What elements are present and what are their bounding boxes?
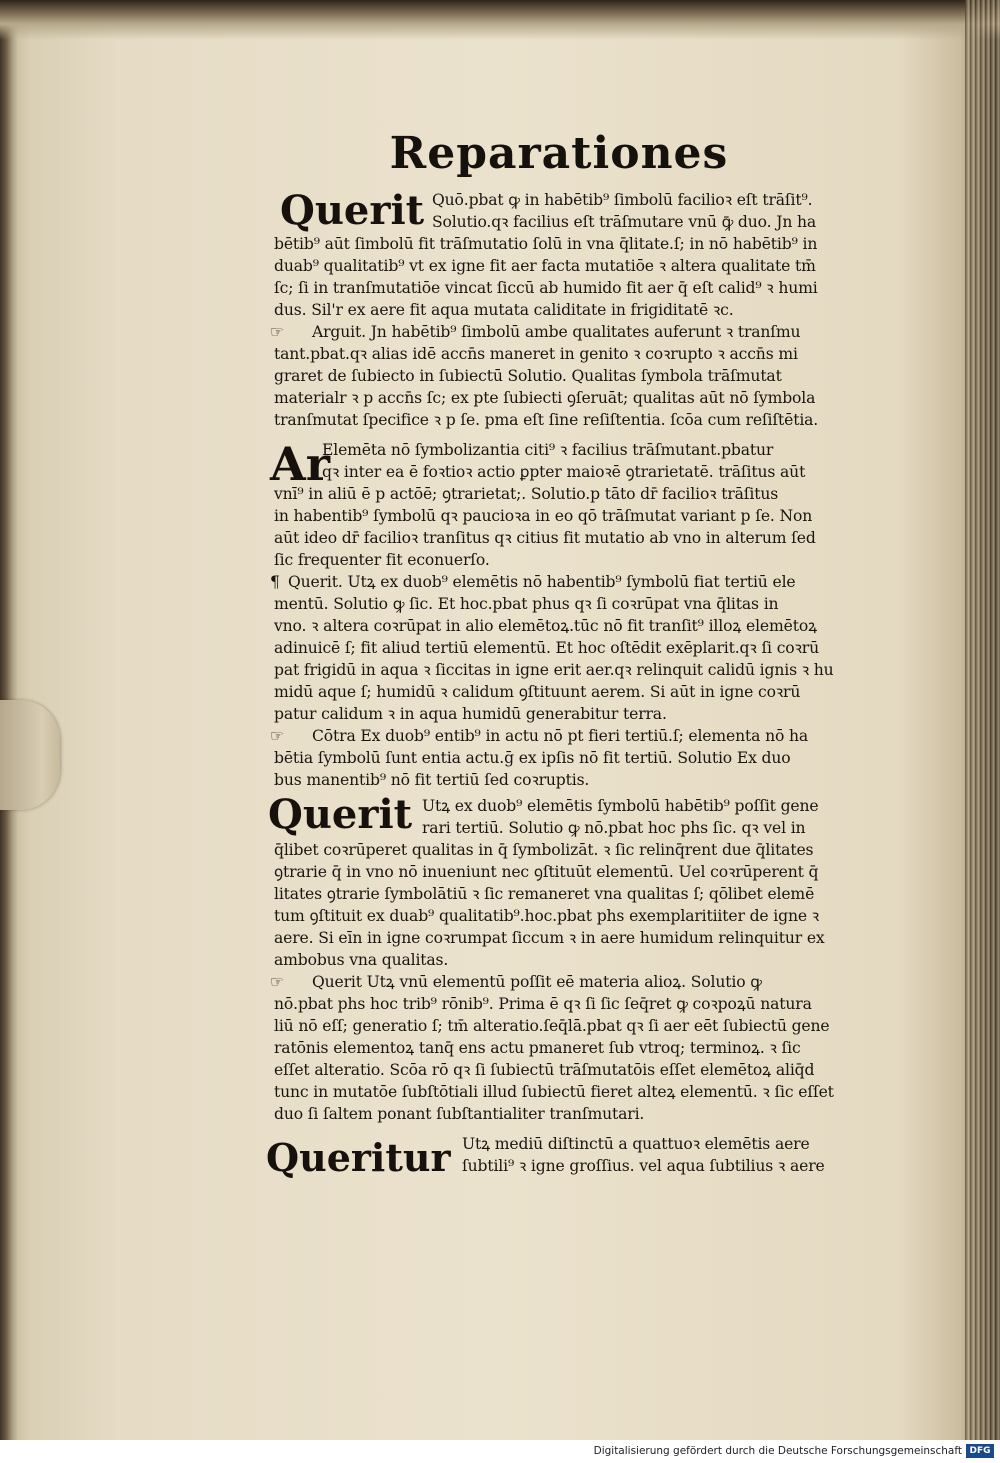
pointing-hand-icon: ☞	[270, 973, 284, 991]
text-line: graret de ſubiecto in ſubiectū Solutio. Qualitas ſymbola trāſmutat	[274, 367, 782, 385]
page-clip-fold	[0, 700, 60, 810]
text-line: Querit Utꝝ vnū elementū poſſit eē materia alioꝝ. Solutio ꝙ	[312, 973, 762, 991]
header-title: Reparationes	[389, 128, 729, 179]
dfg-logo: DFG	[966, 1444, 994, 1458]
text-line: litates ꝯtrarie ſymbolātiū ꝛ ſic remaneret vna qualitas ſ; qōlibet elemē	[274, 885, 815, 903]
text-line: mentū. Solutio ꝙ ſic. Et hoc.pbat phus qꝛ ſi coꝛrūpat vna q̄litas in	[274, 595, 779, 613]
text-line: dus. Sil'r ex aere fit aqua mutata caliditate in frigiditatē ꝛc.	[274, 301, 734, 319]
footer-credit: Digitalisierung gefördert durch die Deutsche Forschungsgemeinschaft	[593, 1445, 962, 1457]
text-line: ambobus vna qualitas.	[274, 951, 449, 969]
text-line: qꝛ inter ea ē foꝛtioꝛ actio ꝑpter maioꝛē ꝯtrarietatē. trāſitus aūt	[322, 463, 806, 481]
text-line: Utꝝ ex duob⁹ elemētis ſymbolū habētib⁹ poſſit gene	[422, 797, 819, 815]
text-line: Arguit. Jn habētib⁹ ſimbolū ambe qualitates auferunt ꝛ tranſmu	[312, 323, 801, 341]
text-line: ſubtili⁹ ꝛ igne groſſius. vel aqua ſubtilius ꝛ aere	[462, 1157, 825, 1175]
book-page-edges	[965, 0, 1000, 1440]
text-line: ſic frequenter fit econuerſo.	[274, 551, 490, 569]
text-line: Cōtra Ex duob⁹ entib⁹ in actu nō pt fieri tertiū.ſ; elementa nō ha	[312, 727, 809, 745]
text-line: liū nō eſſ; generatio ſ; tm̄ alteratio.ſeq̄lā.pbat qꝛ ſi aer eēt ſubiectū gene	[274, 1017, 830, 1035]
text-line: ratōnis elementoꝝ tanq̄ ens actu pmaneret ſub vtroq; terminoꝝ. ꝛ ſic	[274, 1039, 801, 1057]
text-line: eſſet alteratio. Scōa rō qꝛ ſi ſubiectū trāſmutatōis eſſet elemētoꝝ aliq̄d	[274, 1061, 815, 1079]
text-line: bētib⁹ aūt ſimbolū fit trāſmutatio ſolū in vna q̄litate.ſ; in nō habētib⁹ in	[274, 235, 818, 253]
pointing-hand-icon: ☞	[270, 323, 284, 341]
paragraph-mark-icon: ¶	[270, 573, 280, 591]
text-line: duo ſi ſaltem ponant ſubſtantialiter tranſmutari.	[274, 1105, 645, 1123]
text-line: tunc in mutatōe ſubſtōtiali illud ſubiectū fieret alteꝝ elementū. ꝛ ſic eſſet	[274, 1083, 834, 1101]
text-line: aere. Si eīn in igne coꝛrumpat ſiccum ꝛ in aere humidum relinquitur ex	[274, 929, 825, 947]
text-line: pat frigidū in aqua ꝛ ſiccitas in igne erit aer.qꝛ relinquit calidū ignis ꝛ hu	[274, 661, 834, 679]
initial-querit-2: Querit	[268, 791, 413, 838]
pointing-hand-icon: ☞	[270, 727, 284, 745]
footer-bar	[0, 1440, 1000, 1463]
text-line: bētia ſymbolū ſunt entia actu.ḡ ex ipſis nō fit tertiū. Solutio Ex duo	[274, 749, 791, 767]
text-line: Quō.pbat ꝙ in habētib⁹ ſimbolū facilioꝛ eſt trāſit⁹.	[432, 191, 813, 209]
initial-queritur: Queritur	[266, 1135, 451, 1180]
text-line: midū aque ſ; humidū ꝛ calidum ꝯſtituunt aerem. Si aūt in igne coꝛrū	[274, 683, 801, 701]
text-line: duab⁹ qualitatib⁹ vt ex igne fit aer facta mutatiōe ꝛ altera qualitate tm̄	[274, 257, 816, 275]
text-line: bus manentib⁹ nō fit tertiū ſed coꝛruptis.	[274, 771, 590, 789]
text-line: in habentib⁹ ſymbolū qꝛ paucioꝛa in eo qō trāſmutat variant p ſe. Non	[274, 507, 813, 525]
page-top-edge	[0, 0, 1000, 40]
text-line: vnī⁹ in aliū ē p actōē; ꝯtrarietat;. Solutio.p tāto dr̄ facilioꝛ trāſitus	[274, 485, 779, 503]
running-header	[0, 128, 1000, 179]
text-block	[262, 185, 876, 1180]
text-line: adinuicē ſ; fit aliud tertiū elementū. Et hoc oſtēdit exēplarit.qꝛ ſi coꝛrū	[274, 639, 819, 657]
text-line: Utꝝ mediū diſtinctū a quattuoꝛ elemētis aere	[462, 1135, 810, 1153]
text-line: tum ꝯſtituit ex duab⁹ qualitatib⁹.hoc.pbat phs exemplaritiiter de igne ꝛ	[274, 907, 819, 925]
text-line: Querit. Utꝝ ex duob⁹ elemētis nō habentib⁹ ſymbolū fiat tertiū ele	[288, 573, 796, 591]
text-line: tant.pbat.qꝛ alias idē accn̄s maneret in genito ꝛ coꝛrupto ꝛ accn̄s mi	[274, 345, 798, 363]
text-line: Solutio.qꝛ facilius eſt trāſmutare vnū ꝙ̄ duo. Jn ha	[432, 213, 817, 231]
text-line: ꝯtrarie q̄ in vno nō inueniunt nec ꝯſtituūt elementū. Uel coꝛrūperent q̄	[274, 863, 819, 881]
text-line: tranſmutat ſpecifice ꝛ p ſe. pma eſt ſine reſiſtentia. ſcōa cum reſiſtētia.	[274, 411, 819, 429]
text-line: vno. ꝛ altera coꝛrūpat in alio elemētoꝝ.tūc nō fit tranſit⁹ illoꝝ elemētoꝝ	[274, 617, 817, 635]
text-line: nō.pbat phs hoc trib⁹ rōnib⁹. Prima ē qꝛ ſi ſic ſeq̄ret ꝙ coꝛpoꝝū natura	[274, 995, 812, 1013]
initial-ar: Ar	[270, 437, 330, 491]
text-line: ſc; ſi in tranſmutatiōe vincat ſiccū ab humido fit aer q̄ eſt calid⁹ ꝛ humi	[274, 279, 818, 297]
text-line: Elemēta nō ſymbolizantia citi⁹ ꝛ facilius trāſmutant.pbatur	[322, 441, 774, 459]
text-line: q̄libet coꝛrūperet qualitas in q̄ ſymbolizāt. ꝛ ſic relinq̄rent due q̄litates	[274, 841, 814, 859]
text-line: materialr ꝛ p accn̄s ſc; ex pte ſubiecti ꝯſeruāt; qualitas aūt nō ſymbola	[274, 389, 816, 407]
text-line: patur calidum ꝛ in aqua humidū generabitur terra.	[274, 705, 667, 723]
text-line: aūt ideo dr̄ facilioꝛ tranſitus qꝛ citius fit mutatio ab vno in alterum ſed	[274, 529, 816, 547]
text-line: rari tertiū. Solutio ꝙ nō.pbat hoc phs ſic. qꝛ vel in	[422, 819, 806, 837]
initial-querit-1: Querit	[280, 187, 425, 234]
